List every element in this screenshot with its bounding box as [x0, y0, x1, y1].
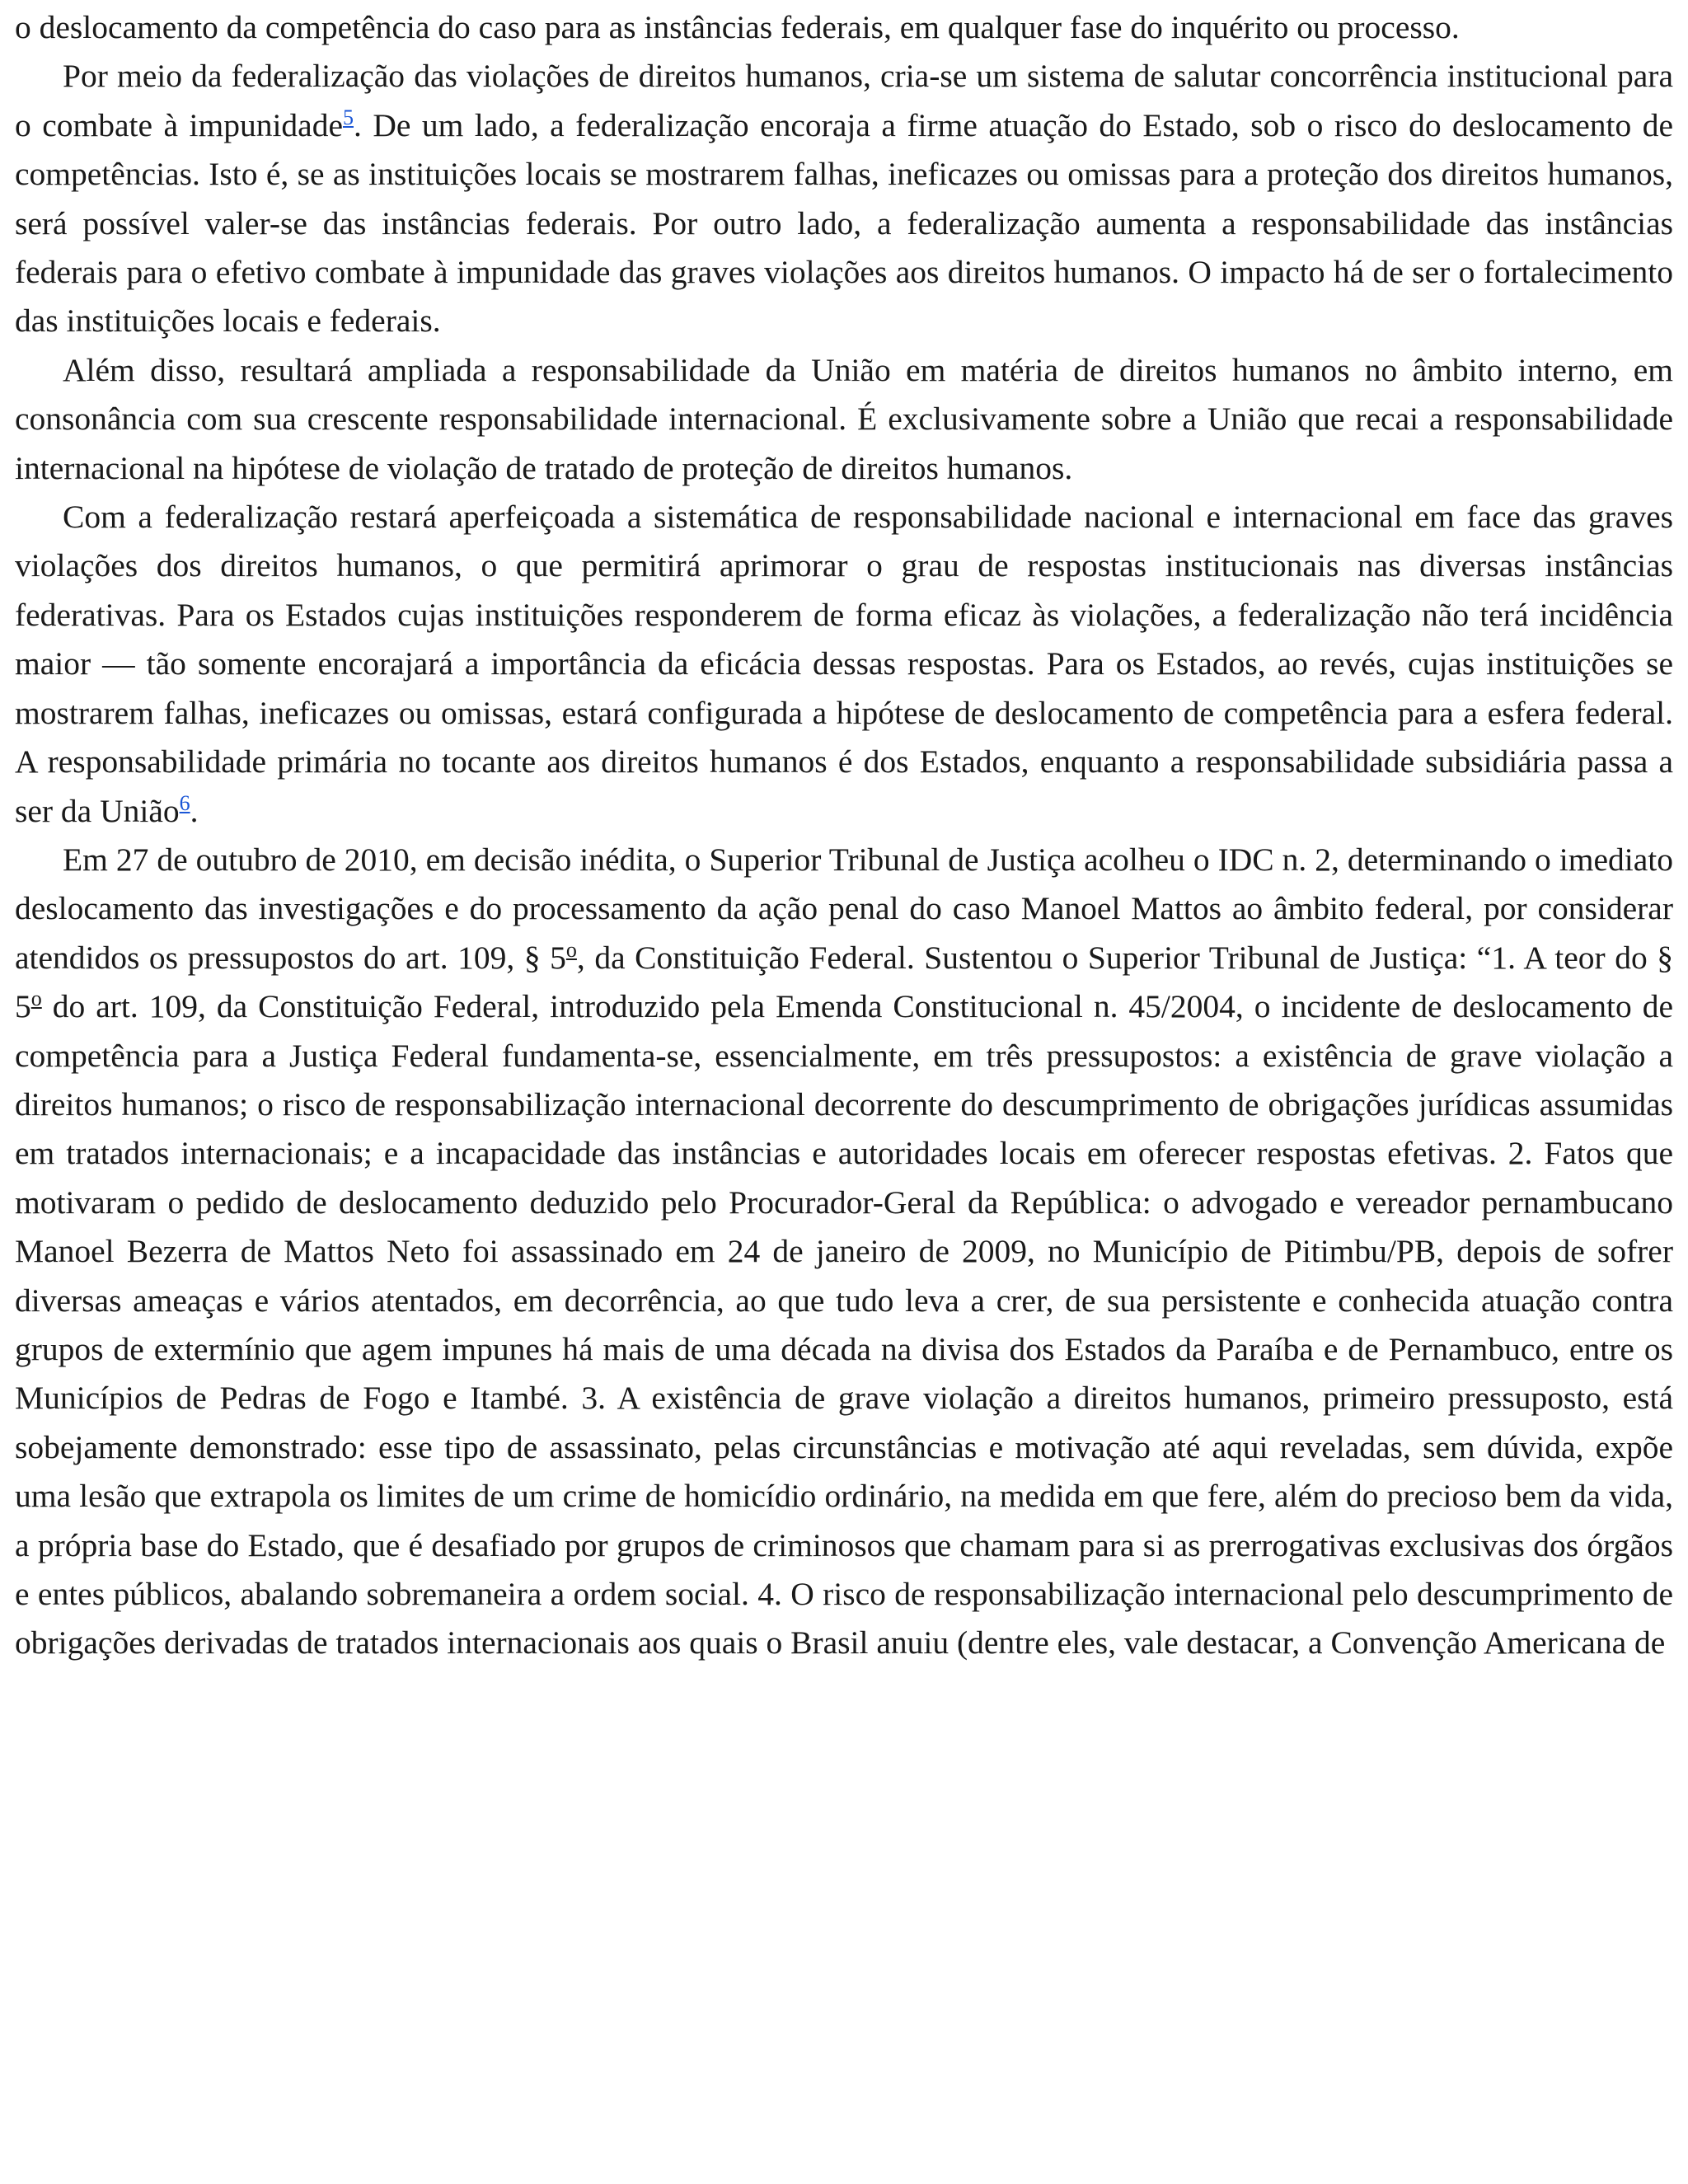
paragraph	[15, 836, 1673, 1668]
ordinal-indicator: o	[565, 937, 577, 962]
paragraph	[15, 3, 1673, 52]
paragraph-text: .	[190, 792, 199, 829]
footnote-link[interactable]: 6	[179, 790, 190, 815]
paragraph-text: Por meio da federalização das violações de direitos humanos, cria-se um sistema de salutar concorrência institucional para o combate à impunidade	[15, 58, 1673, 143]
paragraph-text: . De um lado, a federalização encoraja a firme atuação do Estado, sob o risco do deslocamento de competências. Isto é, se as instituições locais se mostrarem falhas, ineficazes ou omissas para a proteção dos direitos humanos, será possível valer-se das instâncias federais. Por outro lado, a federalização aumenta a responsabilidade das instâncias federais para o efetivo combate à impunidade das graves violações aos direitos humanos. O impacto há de ser o fortalecimento das instituições locais e federais.	[15, 106, 1673, 340]
paragraph-text: do art. 109, da Constituição Federal, introduzido pela Emenda Constitucional n. 45/2004, o incidente de deslocamento de competência para a Justiça Federal fundamenta-se, essencialmente, em três pressupostos: a existência de grave violação a direitos humanos; o risco de responsabilização internacional decorrente do descumprimento de obrigações jurídicas assumidas em tratados internacionais; e a incapacidade das instâncias e autoridades locais em oferecer respostas efetivas. 2. Fatos que motivaram o pedido de deslocamento deduzido pelo Procurador-Geral da República: o advogado e vereador pernambucano Manoel Bezerra de Mattos Neto foi assassinado em 24 de janeiro de 2009, no Município de Pitimbu/PB, depois de sofrer diversas ameaças e vários atentados, em decorrência, ao que tudo leva a crer, de sua persistente e conhecida atuação contra grupos de extermínio que agem impunes há mais de uma década na divisa dos Estados da Paraíba e de Pernambuco, entre os Municípios de Pedras de Fogo e Itambé. 3. A existência de grave violação a direitos humanos, primeiro pressuposto, está sobejamente demonstrado: esse tipo de assassinato, pelas circunstâncias e motivação até aqui reveladas, sem dúvida, expõe uma lesão que extrapola os limites de um crime de homicídio ordinário, na medida em que fere, além do precioso bem da vida, a própria base do Estado, que é desafiado por grupos de criminosos que chamam para si as prerrogativas exclusivas dos órgãos e entes públicos, abalando sobremaneira a ordem social. 4. O risco de responsabilização internacional pelo descumprimento de obrigações derivadas de tratados internacionais aos quais o Brasil anuiu (dentre eles, vale destacar, a Convenção Americana de	[15, 988, 1673, 1661]
body-text	[15, 3, 1673, 1668]
paragraph	[15, 52, 1673, 345]
paragraph-text: o deslocamento da competência do caso para as instâncias federais, em qualquer fase do inquérito ou processo.	[15, 9, 1460, 45]
paragraph-text: Com a federalização restará aperfeiçoada a sistemática de responsabilidade nacional e internacional em face das graves violações dos direitos humanos, o que permitirá aprimorar o grau de respostas institucionais nas diversas instâncias federativas. Para os Estados cujas instituições responderem de forma eficaz às violações, a federalização não terá incidência maior — tão somente encorajará a importância da eficácia dessas respostas. Para os Estados, ao revés, cujas instituições se mostrarem falhas, ineficazes ou omissas, estará configurada a hipótese de deslocamento de competência para a esfera federal. A responsabilidade primária no tocante aos direitos humanos é dos Estados, enquanto a responsabilidade subsidiária passa a ser da União	[15, 499, 1673, 829]
footnote-link[interactable]: 5	[342, 105, 354, 129]
document-page	[15, 3, 1673, 2179]
paragraph-text: , da Constituição Federal. Sustentou o Superior Tribunal de Justiça: “1. A teor do § 5	[15, 939, 1673, 1025]
ordinal-indicator: o	[30, 987, 42, 1011]
paragraph-text: Além disso, resultará ampliada a responsabilidade da União em matéria de direitos humanos no âmbito interno, em consonância com sua crescente responsabilidade internacional. É exclusivamente sobre a União que recai a responsabilidade internacional na hipótese de violação de tratado de proteção de direitos humanos.	[15, 351, 1673, 486]
paragraph	[15, 493, 1673, 836]
paragraph	[15, 346, 1673, 493]
paragraph-text: Em 27 de outubro de 2010, em decisão inédita, o Superior Tribunal de Justiça acolheu o IDC n. 2, determinando o imediato deslocamento das investigações e do processamento da ação penal do caso Manoel Mattos ao âmbito federal, por considerar atendidos os pressupostos do art. 109, § 5	[15, 841, 1673, 976]
